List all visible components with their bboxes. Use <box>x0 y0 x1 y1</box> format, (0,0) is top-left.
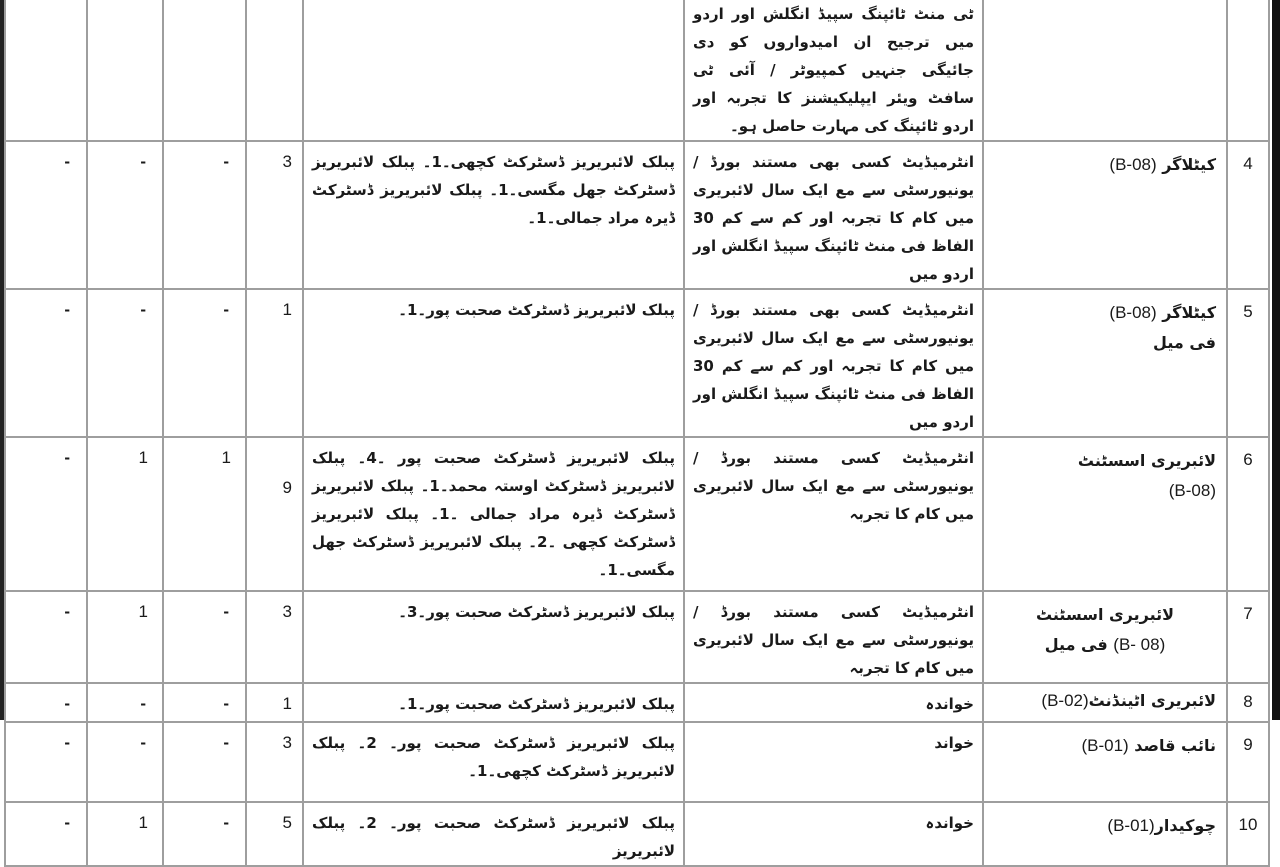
table-row <box>5 802 1269 866</box>
quota-col-r: 1 <box>87 591 163 683</box>
serial-number: 8 <box>1227 683 1269 722</box>
locations-cell: پبلک لائبریریز ڈسٹرکٹ صحبت پور ۔4۔ پبلک لائبریریز ڈسٹرکٹ اوستہ محمد۔1۔ پبلک لائبریریز ڈسٹرکٹ ڈیرہ مراد جمالی ۔1۔ پبلک لائبریریز ڈسٹرکٹ کچھی ۔2۔ پبلک لائبریریز ڈسٹرکٹ جھل مگسی۔1۔ <box>303 437 684 591</box>
quota-col-r: - <box>87 683 163 722</box>
post-gender: فی میل <box>1044 635 1108 654</box>
post-grade: (B- 08) <box>1113 635 1166 654</box>
total-posts: 3 <box>246 141 303 289</box>
quota-col-s: - <box>163 722 246 802</box>
total-posts <box>246 0 303 141</box>
page-edge-right <box>1272 0 1280 720</box>
post-grade: (B-02) <box>1041 691 1089 710</box>
quota-col-r: - <box>87 141 163 289</box>
qualification-cell: ٹی منٹ ٹائپنگ سپیڈ انگلش اور اردو میں ترجیح ان امیدواروں کو دی جائیگی جنہیں کمپیوٹر / آئی ٹی سافٹ ویئر ایپلیکیشنز کا تجربہ اور اردو ٹائپنگ کی مہارت حاصل ہو۔ <box>684 0 983 141</box>
quota-col-s: - <box>163 591 246 683</box>
post-name-cell <box>983 289 1227 437</box>
total-posts: 1 <box>246 289 303 437</box>
quota-col-r <box>87 0 163 141</box>
post-name-cell <box>983 683 1227 722</box>
post-grade: (B-08) <box>1109 155 1157 174</box>
post-title: کیٹلاگر <box>1162 155 1216 174</box>
serial-number: 6 <box>1227 437 1269 591</box>
quota-col-q: - <box>5 141 87 289</box>
post-title: لائبریری اٹینڈنٹ <box>1088 691 1216 710</box>
table-row <box>5 0 1269 141</box>
total-posts: 1 <box>246 683 303 722</box>
locations-cell: پبلک لائبریریز ڈسٹرکٹ صحبت پور۔1۔ <box>303 289 684 437</box>
locations-cell: پبلک لائبریریز ڈسٹرکٹ صحبت پور۔ 2۔ پبلک لائبریریز <box>303 802 684 866</box>
quota-col-q: - <box>5 802 87 866</box>
locations-cell: پبلک لائبریریز ڈسٹرکٹ صحبت پور۔3۔ <box>303 591 684 683</box>
quota-col-q: - <box>5 591 87 683</box>
locations-cell <box>303 0 684 141</box>
qualification-cell: خواند <box>684 722 983 802</box>
jobs-table <box>4 0 1270 867</box>
total-posts: 3 <box>246 722 303 802</box>
total-posts: 3 <box>246 591 303 683</box>
qualification-cell: انٹرمیڈیٹ کسی مستند بورڈ / یونیورسٹی سے مع ایک سال لائبریری میں کام کا تجربہ <box>684 437 983 591</box>
post-name-cell <box>983 437 1227 591</box>
locations-cell: پبلک لائبریریز ڈسٹرکٹ صحبت پور۔ 2۔ پبلک لائبریریز ڈسٹرکٹ کچھی۔1۔ <box>303 722 684 802</box>
post-grade: (B-01) <box>1081 736 1129 755</box>
total-posts: 5 <box>246 802 303 866</box>
quota-col-q: - <box>5 289 87 437</box>
serial-number: 4 <box>1227 141 1269 289</box>
post-name-cell <box>983 802 1227 866</box>
qualification-cell: انٹرمیڈیٹ کسی مستند بورڈ / یونیورسٹی سے مع ایک سال لائبریری میں کام کا تجربہ <box>684 591 983 683</box>
quota-col-s: - <box>163 802 246 866</box>
post-grade: (B-08) <box>1109 303 1157 322</box>
serial-number <box>1227 0 1269 141</box>
table-row <box>5 591 1269 683</box>
quota-col-q: - <box>5 722 87 802</box>
quota-col-r: - <box>87 289 163 437</box>
quota-col-s: - <box>163 683 246 722</box>
table-row <box>5 141 1269 289</box>
locations-cell: پبلک لائبریریز ڈسٹرکٹ کچھی۔1۔ پبلک لائبریریز ڈسٹرکٹ جھل مگسی۔1۔ پبلک لائبریریز ڈسٹرکٹ ڈیرہ مراد جمالی۔1۔ <box>303 141 684 289</box>
quota-col-s: 1 <box>163 437 246 591</box>
post-title: نائب قاصد <box>1134 736 1216 755</box>
post-title: کیٹلاگر <box>1162 303 1216 322</box>
table-row <box>5 722 1269 802</box>
jobs-table-body <box>5 0 1269 866</box>
quota-col-r: 1 <box>87 802 163 866</box>
table-row <box>5 437 1269 591</box>
serial-number: 7 <box>1227 591 1269 683</box>
locations-cell: پبلک لائبریریز ڈسٹرکٹ صحبت پور۔1۔ <box>303 683 684 722</box>
table-row <box>5 289 1269 437</box>
quota-col-r: 1 <box>87 437 163 591</box>
serial-number: 9 <box>1227 722 1269 802</box>
quota-col-s: - <box>163 289 246 437</box>
table-row <box>5 683 1269 722</box>
quota-col-q <box>5 0 87 141</box>
post-gender: فی میل <box>1153 333 1216 352</box>
quota-col-q: - <box>5 683 87 722</box>
post-grade: (B-01) <box>1107 816 1155 835</box>
quota-col-q: - <box>5 437 87 591</box>
quota-col-s: - <box>163 141 246 289</box>
post-title: چوکیدار <box>1154 816 1216 835</box>
qualification-cell: انٹرمیڈیٹ کسی بھی مستند بورڈ / یونیورسٹی سے مع ایک سال لائبریری میں کام کا تجربہ اور کم سے کم 30 الفاظ فی منٹ ٹائپنگ سپیڈ انگلش اور اردو میں <box>684 141 983 289</box>
post-name-cell <box>983 141 1227 289</box>
post-name-cell <box>983 591 1227 683</box>
post-name-cell <box>983 0 1227 141</box>
post-title: لائبریری اسسٹنٹ <box>1035 605 1175 624</box>
quota-col-s <box>163 0 246 141</box>
quota-col-r: - <box>87 722 163 802</box>
total-posts: 9 <box>246 437 303 591</box>
serial-number: 10 <box>1227 802 1269 866</box>
serial-number: 5 <box>1227 289 1269 437</box>
post-title: لائبریری اسسٹنٹ <box>1077 451 1216 470</box>
post-name-cell <box>983 722 1227 802</box>
qualification-cell: خواندہ <box>684 802 983 866</box>
qualification-cell: انٹرمیڈیٹ کسی بھی مستند بورڈ / یونیورسٹی سے مع ایک سال لائبریری میں کام کا تجربہ اور کم سے کم 30 الفاظ فی منٹ ٹائپنگ سپیڈ انگلش اور اردو میں <box>684 289 983 437</box>
post-grade: (B-08) <box>1168 481 1216 500</box>
qualification-cell: خواندہ <box>684 683 983 722</box>
